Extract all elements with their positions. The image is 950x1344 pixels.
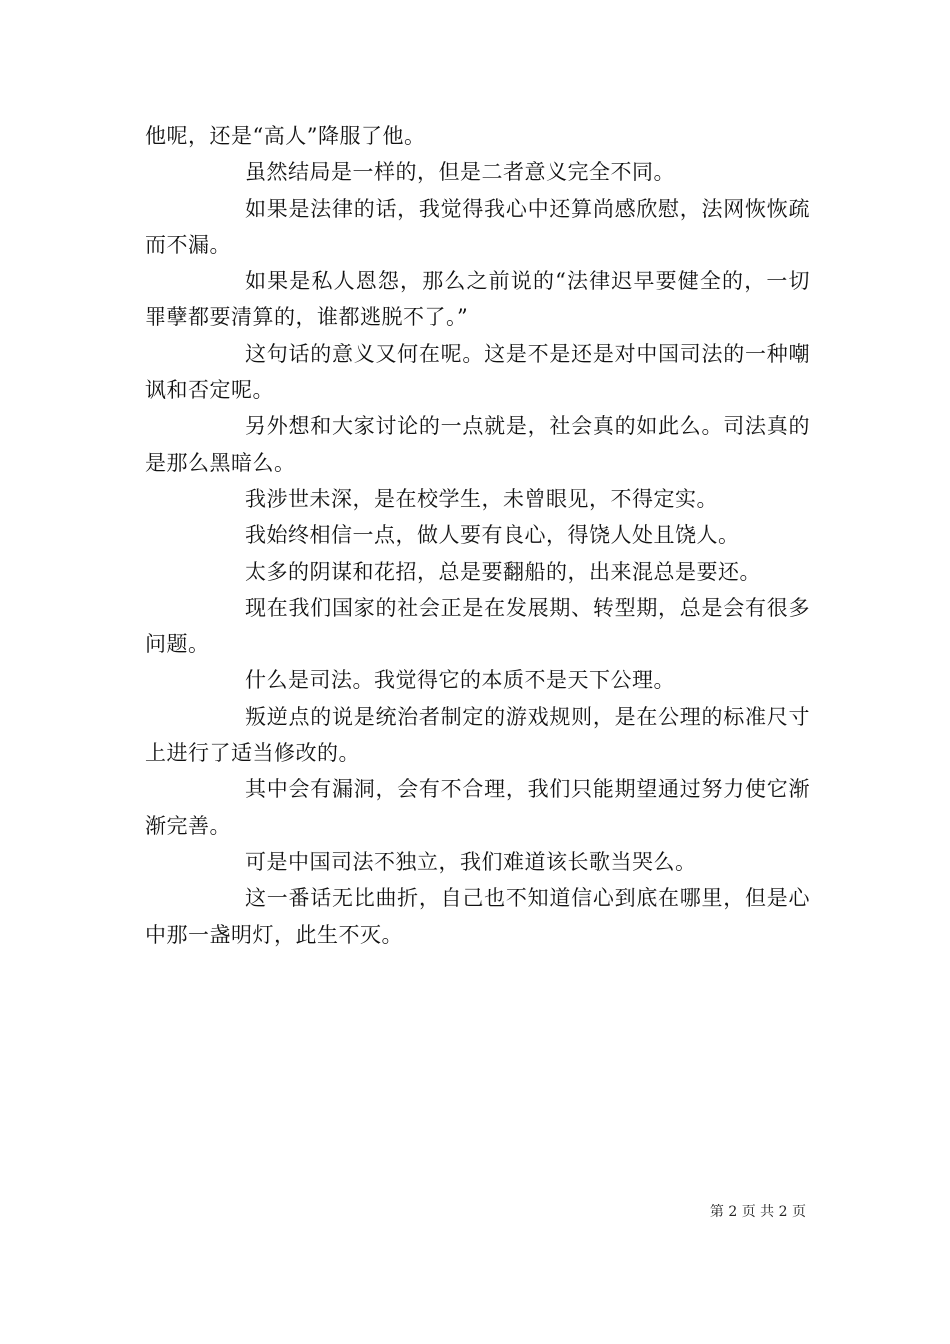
document-body [145,118,810,953]
paragraph: 如果是私人恩怨，那么之前说的“法律迟早要健全的，一切罪孽都要清算的，谁都逃脱不了。” [145,269,810,330]
paragraph: 其中会有漏洞，会有不合理，我们只能期望通过努力使它渐渐完善。 [145,777,810,838]
paragraph: 叛逆点的说是统治者制定的游戏规则，是在公理的标准尺寸上进行了适当修改的。 [145,704,810,766]
paragraph: 虽然结局是一样的，但是二者意义完全不同。 [245,160,675,185]
paragraph-continuation: 他呢，还是“高人”降服了他。 [145,124,426,148]
paragraph: 如果是法律的话，我觉得我心中还算尚感欣慰，法网恢恢疏而不漏。 [145,196,810,257]
paragraph: 现在我们国家的社会正是在发展期、转型期，总是会有很多问题。 [145,595,810,657]
paragraph: 这一番话无比曲折，自己也不知道信心到底在哪里，但是心中那一盏明灯，此生不灭。 [145,886,810,947]
paragraph: 我始终相信一点，做人要有良心，得饶人处且饶人。 [245,523,740,548]
paragraph: 这句话的意义又何在呢。这是不是还是对中国司法的一种嘲讽和否定呢。 [145,341,810,403]
paragraph: 可是中国司法不独立，我们难道该长歌当哭么。 [245,849,697,874]
paragraph: 太多的阴谋和花招，总是要翻船的，出来混总是要还。 [245,559,761,584]
paragraph: 另外想和大家讨论的一点就是，社会真的如此么。司法真的是那么黑暗么。 [145,414,810,475]
page-number: 第 2 页 共 2 页 [709,1204,806,1220]
paragraph: 什么是司法。我觉得它的本质不是天下公理。 [245,668,675,693]
paragraph: 我涉世未深，是在校学生，未曾眼见，不得定实。 [245,486,718,511]
